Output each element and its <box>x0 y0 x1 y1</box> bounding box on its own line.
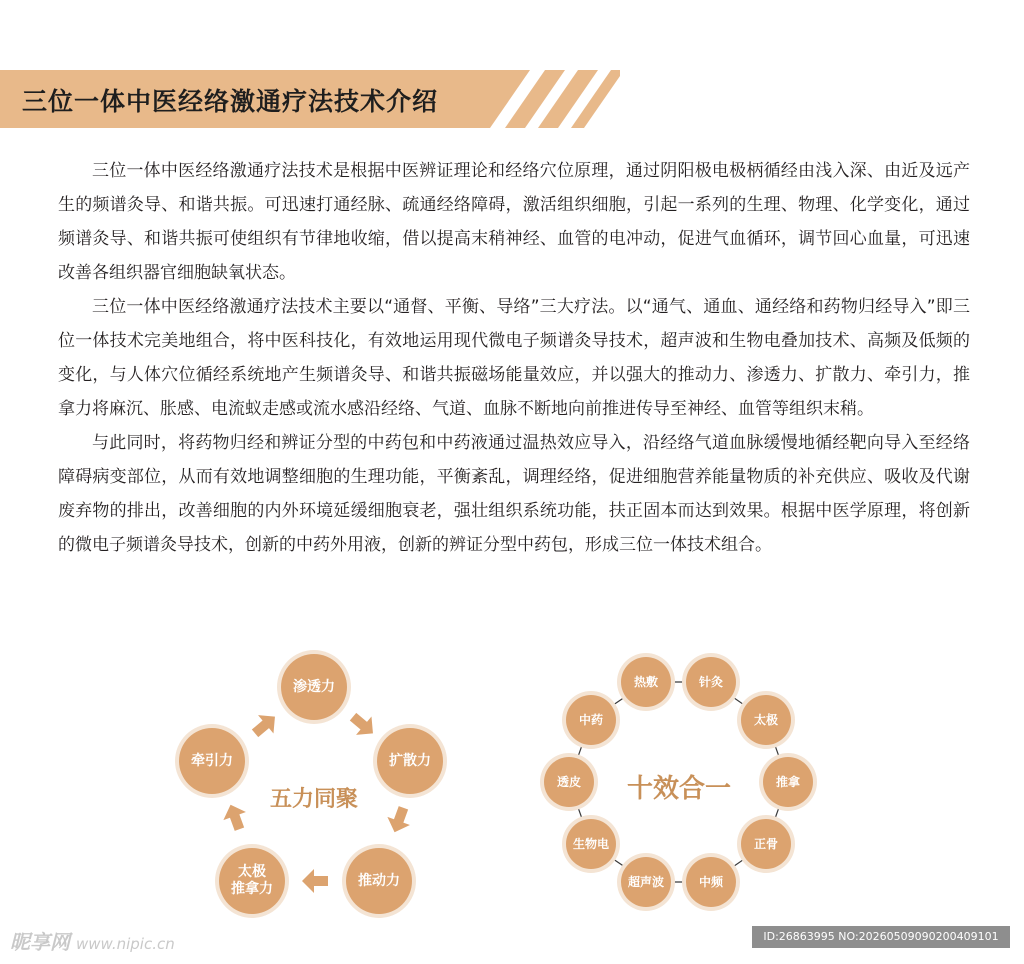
paragraph-1: 三位一体中医经络激通疗法技术是根据中医辨证理论和经络穴位原理，通过阴阳极电极柄循经由浅入深、由近及远产生的频谱灸导、和谐共振。可迅速打通经脉、疏通经络障碍，激活组织细胞，引起一系列的生理、物理、化学变化，通过频谱灸导、和谐共振可使组织有节律地收缩，借以提高末稍神经、血管的电冲动，促进气血循环，调节回心血量，可迅速改善各组织器官细胞缺氧状态。 <box>58 161 970 283</box>
ten-effects-ring <box>0 640 1024 930</box>
node-hot-compress: 热敷 <box>621 657 671 707</box>
node-bone-setting: 正骨 <box>741 819 791 869</box>
node-massage: 推拿 <box>763 757 813 807</box>
ten-effects-center-label: 十效合一 <box>627 774 732 804</box>
watermark-url: www.nipic.cn <box>76 935 175 953</box>
title-banner <box>0 70 620 128</box>
node-transdermal: 透皮 <box>544 757 594 807</box>
paragraph-3: 与此同时，将药物归经和辨证分型的中药包和中药液通过温热效应导入，沿经络气道血脉缓慢地循经靶向导入至经络障碍病变部位，从而有效地调整细胞的生理功能，平衡紊乱，调理经络，促进细胞营养能量物质的补充供应、吸收及代谢废弃物的排出，改善细胞的内外环境延缓细胞衰老，强壮组织系统功能，扶正固本而达到效果。根据中医学原理，将创新的微电子频谱灸导技术，创新的中药外用液，创新的辨证分型中药包，形成三位一体技术组合。 <box>58 433 970 555</box>
watermark-brand: 昵享网 <box>10 930 70 954</box>
node-taiji-massage: 太极 推拿力 <box>219 848 285 914</box>
watermark <box>10 926 175 955</box>
node-medium-frequency: 中频 <box>686 857 736 907</box>
page-title: 三位一体中医经络激通疗法技术介绍 <box>22 87 439 116</box>
node-taiji: 太极 <box>741 695 791 745</box>
five-forces-center-label: 五力同聚 <box>270 786 359 812</box>
node-chinese-medicine: 中药 <box>566 695 616 745</box>
node-propulsion: 推动力 <box>346 848 412 914</box>
node-ultrasound: 超声波 <box>621 857 671 907</box>
node-infiltration: 渗透力 <box>281 654 347 720</box>
article-body <box>58 154 970 562</box>
node-traction: 牵引力 <box>179 728 245 794</box>
diagrams-area <box>0 640 1024 930</box>
image-id-bar: ID:26863995 NO:20260509090200409101 <box>752 926 1010 948</box>
node-diffusion: 扩散力 <box>377 728 443 794</box>
node-bioelectric: 生物电 <box>566 819 616 869</box>
paragraph-2: 三位一体中医经络激通疗法技术主要以“通督、平衡、导络”三大疗法。以“通气、通血、通经络和药物归经导入”即三位一体技术完美地组合，将中医科技化，有效地运用现代微电子频谱灸导技术，超声波和生物电叠加技术、高频及低频的变化，与人体穴位循经系统地产生频谱灸导、和谐共振磁场能量效应，并以强大的推动力、渗透力、扩散力、牵引力，推拿力将麻沉、胀感、电流蚁走感或流水感沿经络、气道、血脉不断地向前推进传导至神经、血管等组织末稍。 <box>58 297 970 419</box>
node-acupuncture: 针灸 <box>686 657 736 707</box>
